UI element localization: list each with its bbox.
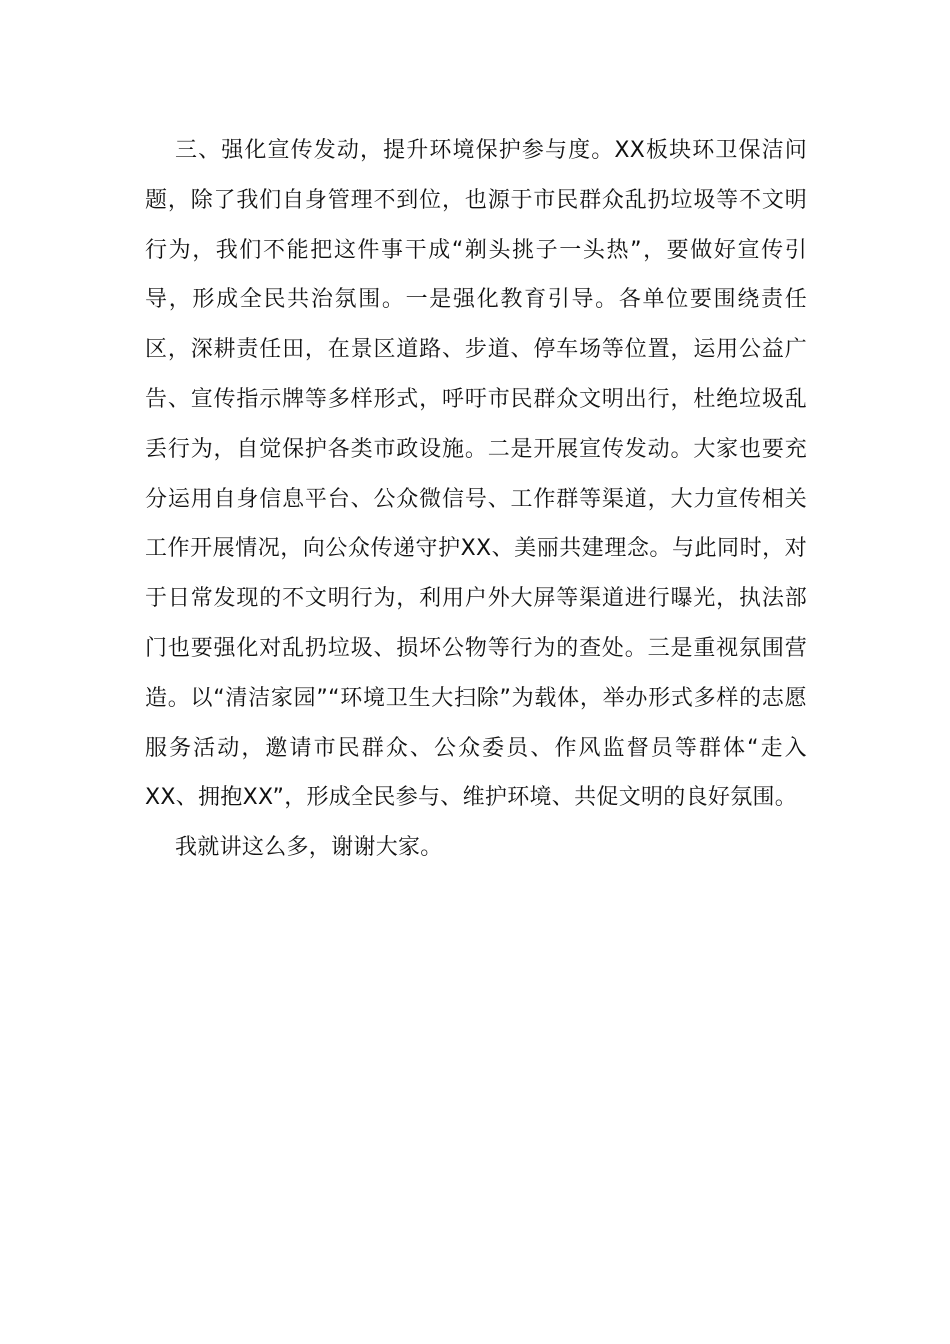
paragraph-section-three: 三、强化宣传发动，提升环境保护参与度。XX板块环卫保洁问题，除了我们自身管理不到位，也源于市民群众乱扔垃圾等不文明行为，我们不能把这件事干成“剃头挑子一头热”，要做好宣传引导，形成全民共治氛围。一是强化教育引导。各单位要围绕责任区，深耕责任田，在景区道路、步道、停车场等位置，运用公益广告、宣传指示牌等多样形式，呼吁市民群众文明出行，杜绝垃圾乱丢行为，自觉保护各类市政设施。二是开展宣传发动。大家也要充分运用自身信息平台、公众微信号、工作群等渠道，大力宣传相关工作开展情况，向公众传递守护XX、美丽共建理念。与此同时，对于日常发现的不文明行为，利用户外大屏等渠道进行曝光，执法部门也要强化对乱扔垃圾、损坏公物等行为的查处。三是重视氛围营造。以“清洁家园”“环境卫生大扫除”为载体，举办形式多样的志愿服务活动，邀请市民群众、公众委员、作风监督员等群体“走入XX、拥抱XX”，形成全民参与、维护环境、共促文明的良好氛围。 [145,138,807,811]
document-body [145,126,807,873]
paragraph-closing: 我就讲这么多，谢谢大家。 [175,835,443,861]
